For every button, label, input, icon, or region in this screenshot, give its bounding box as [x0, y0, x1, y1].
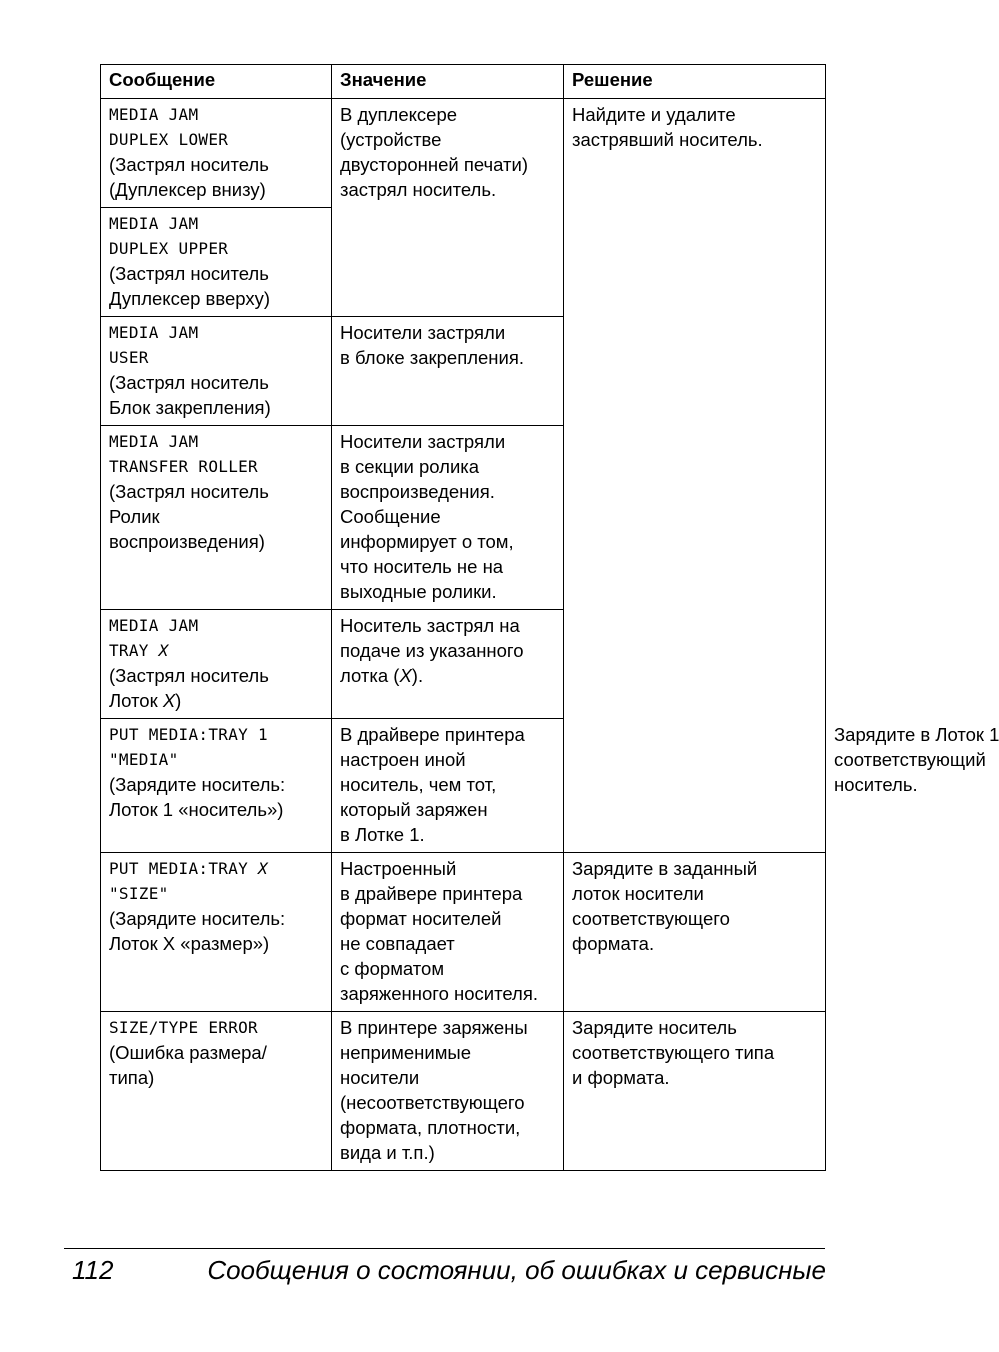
message-cell [101, 99, 332, 208]
table-row [101, 1012, 826, 1171]
message-text-line: (Застрял носитель [109, 154, 269, 175]
message-code-line: MEDIA JAM [109, 214, 199, 233]
message-code-text: TRAY [109, 641, 159, 660]
meaning-fragment: ). [411, 665, 424, 686]
meaning-variable: X [399, 665, 412, 686]
message-code-variable: X [158, 641, 169, 660]
meaning-line: Носитель застрял на [340, 615, 520, 636]
message-text-line: (Зарядите носитель: [109, 908, 286, 929]
solution-cell [564, 99, 826, 853]
meaning-line: В драйвере принтера [340, 724, 525, 745]
message-code-line: "MEDIA" [109, 750, 179, 769]
message-code-text: PUT MEDIA:TRAY [109, 859, 258, 878]
meaning-line: застрял носитель. [340, 179, 497, 200]
meaning-cell [332, 426, 564, 610]
solution-line: Зарядите носитель [572, 1017, 737, 1038]
message-cell [101, 426, 332, 610]
message-cell [101, 719, 332, 853]
table-header-row [101, 65, 826, 99]
message-text-line: Ролик [109, 506, 160, 527]
message-text-line: (Застрял носитель [109, 665, 269, 686]
table-row [101, 853, 826, 1012]
message-text-line: (Ошибка размера/ [109, 1042, 267, 1063]
message-text-line [109, 688, 324, 713]
message-code-line: DUPLEX LOWER [109, 130, 229, 149]
message-text-line: (Застрял носитель [109, 481, 269, 502]
meaning-line: В дуплексере [340, 104, 458, 125]
meaning-line: воспроизведения. [340, 481, 495, 502]
meaning-line: Настроенный [340, 858, 457, 879]
error-message-table [100, 64, 999, 1171]
message-text-variable: X [162, 690, 176, 711]
solution-line: формата. [572, 933, 655, 954]
message-cell [101, 317, 332, 426]
solution-line: соответствующего типа [572, 1042, 775, 1063]
meaning-fragment: лотка ( [340, 665, 400, 686]
meaning-line: в блоке закрепления. [340, 347, 525, 368]
message-text-fragment: ) [175, 690, 182, 711]
meaning-line: формата, плотности, [340, 1117, 521, 1138]
message-text-line: (Застрял носитель [109, 372, 269, 393]
message-code-line: MEDIA JAM [109, 323, 199, 342]
meaning-line: носители [340, 1067, 420, 1088]
meaning-line: что носитель не на [340, 556, 504, 577]
message-text-fragment: Лоток [109, 690, 163, 711]
message-cell [101, 853, 332, 1012]
meaning-cell [332, 853, 564, 1012]
message-cell [101, 208, 332, 317]
meaning-cell [332, 1012, 564, 1171]
meaning-cell [332, 99, 564, 317]
message-cell [101, 610, 332, 719]
message-text-line: Дуплексер вверху) [109, 288, 271, 309]
meaning-line: Носители застряли [340, 431, 506, 452]
meaning-line: Сообщение [340, 506, 441, 527]
meaning-line: заряженного носителя. [340, 983, 539, 1004]
solution-line: Зарядите в заданный [572, 858, 758, 879]
message-text-line: (Застрял носитель [109, 263, 269, 284]
message-cell [101, 1012, 332, 1171]
meaning-line: с форматом [340, 958, 445, 979]
meaning-line: двусторонней печати) [340, 154, 529, 175]
message-code-line [109, 856, 324, 881]
message-text-line: (Дуплексер внизу) [109, 179, 266, 200]
meaning-line: (несоответствующего [340, 1092, 525, 1113]
solution-line: и формата. [572, 1067, 670, 1088]
table-row [101, 99, 826, 208]
message-text-line: Блок закрепления) [109, 397, 271, 418]
message-code-line: MEDIA JAM [109, 432, 199, 451]
solution-cell [564, 853, 826, 1012]
message-code-variable: X [258, 859, 268, 878]
message-text-line: (Зарядите носитель: [109, 774, 286, 795]
meaning-line: выходные ролики. [340, 581, 497, 602]
message-code-line [109, 638, 324, 663]
solution-line: Найдите и удалите [572, 104, 736, 125]
message-text-line: Лоток X «размер») [109, 933, 270, 954]
meaning-line: настроен иной [340, 749, 466, 770]
message-text-line: Лоток 1 «носитель») [109, 799, 284, 820]
message-code-line: "SIZE" [109, 884, 169, 903]
section-title: Сообщения о состоянии, об ошибках и сервисные [207, 1255, 826, 1285]
meaning-line: не совпадает [340, 933, 455, 954]
solution-line: соответствующего [572, 908, 730, 929]
meaning-line: в Лотке 1. [340, 824, 425, 845]
column-header-meaning: Значение [332, 65, 564, 99]
meaning-line: вида и т.п.) [340, 1142, 435, 1163]
message-text-line: типа) [109, 1067, 155, 1088]
meaning-line: в секции ролика [340, 456, 480, 477]
meaning-line: подаче из указанного [340, 640, 524, 661]
message-text-line: воспроизведения) [109, 531, 265, 552]
message-code-line: DUPLEX UPPER [109, 239, 229, 258]
meaning-cell [332, 610, 564, 719]
solution-line: лоток носители [572, 883, 704, 904]
meaning-line: который заряжен [340, 799, 488, 820]
meaning-line: В принтере заряжены [340, 1017, 528, 1038]
meaning-cell [332, 719, 564, 853]
message-code-line: MEDIA JAM [109, 616, 199, 635]
message-code-line: TRANSFER ROLLER [109, 457, 258, 476]
solution-line: застрявший носитель. [572, 129, 763, 150]
message-code-line: MEDIA JAM [109, 105, 199, 124]
column-header-message: Сообщение [101, 65, 332, 99]
table-row: PUT MEDIA:TRAY 1 "MEDIA" (Зарядите носитель: Лоток 1 «носитель») В драйвере принтера настроен иной носитель, чем тот, который заряжен в Лотке 1. Зарядите в Лоток 1 соответствующий носитель. [101, 719, 826, 853]
meaning-cell [332, 317, 564, 426]
message-code-line: USER [109, 348, 149, 367]
message-code-line: PUT MEDIA:TRAY 1 [109, 725, 268, 744]
meaning-line: неприменимые [340, 1042, 472, 1063]
meaning-line: (устройстве [340, 129, 442, 150]
meaning-line: носитель, чем тот, [340, 774, 497, 795]
meaning-line: формат носителей [340, 908, 502, 929]
solution-cell [564, 1012, 826, 1171]
column-header-solution: Решение [564, 65, 826, 99]
message-code-line: SIZE/TYPE ERROR [109, 1018, 258, 1037]
page-number: 112 [72, 1255, 114, 1285]
meaning-line: информирует о том, [340, 531, 514, 552]
meaning-line [340, 663, 556, 688]
page-footer [72, 1252, 828, 1292]
meaning-line: в драйвере принтера [340, 883, 523, 904]
footer-divider [64, 1248, 825, 1249]
meaning-line: Носители застряли [340, 322, 506, 343]
